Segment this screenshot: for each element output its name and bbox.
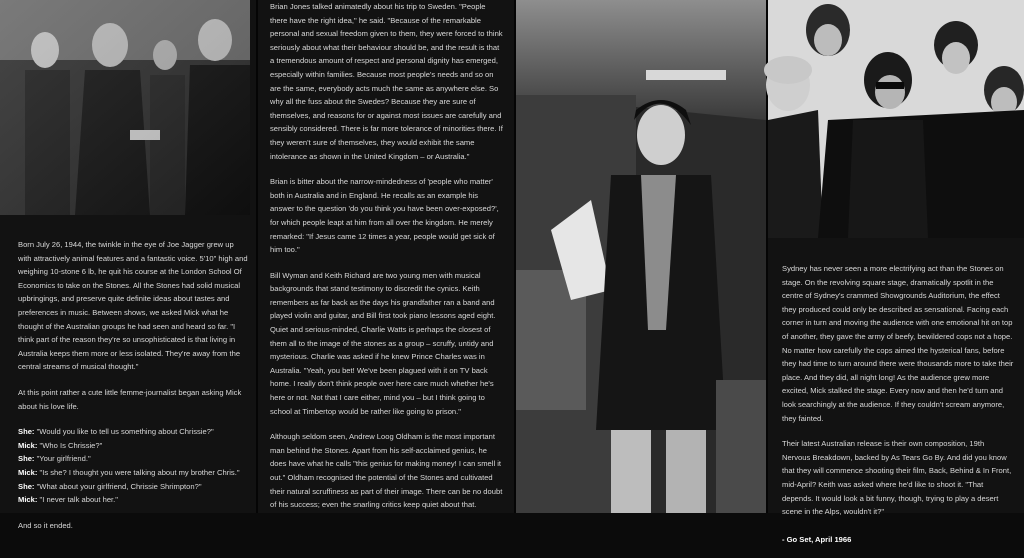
paragraph: Their latest Australian release is their own composition, 19th Nervous Breakdown, backed by As Tears Go By. And did you know that they will commence shooting their film, Back, Behind & In Front, mid-April? Keith was asked where he'd like to shoot it. "That depends. It would look a bit funny, though, trying to play a desert scene in the Alps, wouldn't it?" bbox=[782, 439, 1012, 517]
paragraph: Sydney has never seen a more electrifying act than the Stones on stage. On the revolving square stage, dramatically spotlit in the centre of Sydney's crammed Showgrounds Auditorium, the effect they produced could only be described as sensational. Facing each corner in turn and moving the audience with one emotional hit on top of another, they gave the army of beefy, bewildered cops not a hope. No matter how carefully the cops aimed the hysterical fans, before they had time to turn around there were thousands more to take their place. And they did, all night long! As the audience grew more excited, Mick stalked the stage. Every now and then he'd turn and look searchingly at the audience. If they couldn't scream anymore, they fainted. bbox=[782, 264, 1014, 423]
paragraph: Brian is bitter about the narrow-mindedness of 'people who matter' both in Australia and in England. He recalls as an example his answer to the question 'do you think you have been over-exposed?', for which people leapt at him from all over the kingdom. He merely remarked: "If Jesus came 12 times a year, people would get sick of him too." bbox=[270, 177, 499, 255]
paragraph: Although seldom seen, Andrew Loog Oldham is the most important man behind the Stones. Apart from his self-acclaimed genius, he does have what he calls "this genius for making money! I can smell it out." Oldham recognised the potential of the Stones and cultivated their natural scruffiness as part of their image. There can be no doubt of his success; even the snarling critics keep quiet about that. bbox=[270, 432, 503, 510]
dialogue-line: She: "Would you like to tell us something about Chrissie?" bbox=[18, 427, 214, 437]
dialogue-line: Mick: "Who Is Chrissie?" bbox=[18, 440, 103, 450]
page-center-text bbox=[270, 0, 504, 524]
photo-mick-with-flowers bbox=[516, 0, 766, 513]
closing-line: And so it ended. bbox=[18, 520, 73, 530]
page-right bbox=[768, 0, 1024, 544]
page-right-text bbox=[782, 262, 1014, 558]
dialogue bbox=[18, 425, 248, 507]
page-center-right-photo bbox=[516, 0, 766, 513]
dialogue-line: She: "Your girlfriend." bbox=[18, 454, 91, 464]
paragraph: Bill Wyman and Keith Richard are two young men with musical backgrounds that stand testimony to discredit the cynics. Keith remembers as far back as the days his grandfather ran a band and played violin and guitar, and Bill first took piano lessons aged eight. Quiet and serious-minded, Charlie Watts is perhaps the closest of them all to the image of the stones as a group – scruffy, untidy and mysterious. Charlie was asked if he knew Prince Charles was in Australia. "Yeah, you bet! We've been plagued with it on TV back home. I really don't think people over here care much whether he's here or not. Not that I care either, mind you – but I think going to school at Timbertop would be rather like going to prison." bbox=[270, 270, 496, 416]
page-left bbox=[0, 0, 256, 530]
paragraph: Born July 26, 1944, the twinkle in the eye of Joe Jagger grew up with attractively animal features and a fantastic voice. 5'10" high and weighing 10-stone 6 lb, he quit his course at the London School Of Economics to take on the Stones. All the Stones had solid musical upbringings, and preserve quite definite ideas about tastes and preferences in music. Between shows, we asked Mick what he thought of the Australian groups he had seen and heard so far. "I think part of the reason they're so unsophisticated is that living in Australia keeps them more or less isolated. They're away from the central streams of musical thought." bbox=[18, 240, 248, 372]
photo-crowd-handshake bbox=[0, 0, 250, 215]
dialogue-line: She: "What about your girlfriend, Chrissie Shrimpton?" bbox=[18, 481, 202, 491]
paragraph: Brian Jones talked animatedly about his trip to Sweden. "People there have the right idea," he said. "Because of the remarkable personal and sexual freedom given to them, they were forced to think seriously about what their behaviour should be, and the result is that a tremendous amount of respect and personal dignity has emerged, especially within families. Because most people's needs and so on are the same, everybody acts much the same as anywhere else. So why all the fuss about the Swedes? Because they are sure of themselves, and reasons for or against most issues are carefully and sensibly considered. There is far more tolerance of minorities there. If they weren't sure of themselves, they would exhibit the same intolerance as shown in the United Kingdom – or Australia." bbox=[270, 2, 503, 161]
dialogue-line: Mick: "Is she? I thought you were talking about my brother Chris." bbox=[18, 467, 240, 477]
dialogue-line: Mick: "I never talk about her." bbox=[18, 495, 118, 505]
page-center-left bbox=[258, 0, 514, 513]
source-credit: - Go Set, April 1966 bbox=[782, 534, 852, 544]
page-left-text bbox=[18, 238, 248, 544]
photo-band-group bbox=[768, 0, 1024, 238]
paragraph: At this point rather a cute little femme-journalist began asking Mick about his love life. bbox=[18, 387, 242, 411]
